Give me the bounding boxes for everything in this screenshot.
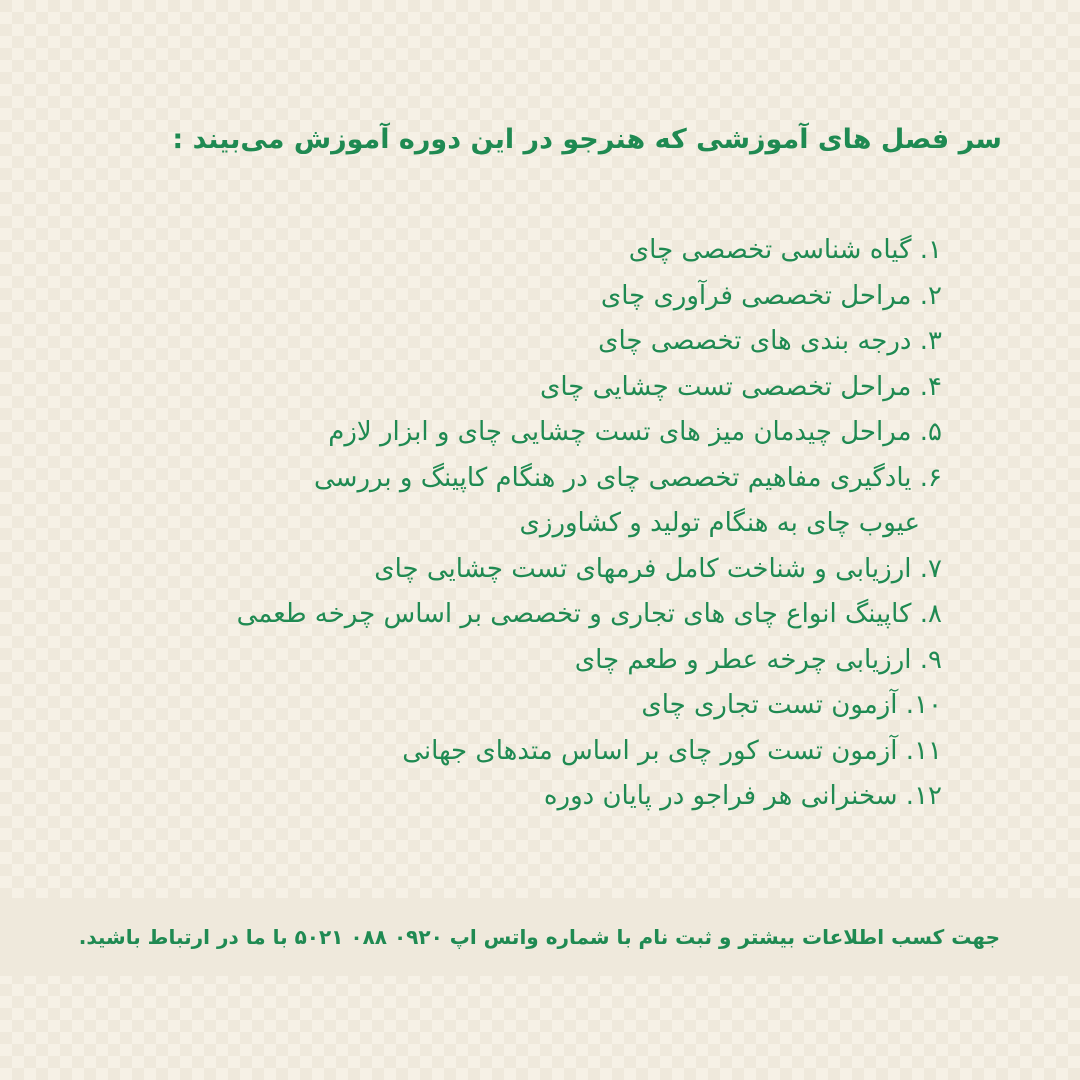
- list-item: [62, 274, 942, 320]
- item-number: ۳.: [919, 326, 942, 356]
- item-text: مراحل چیدمان میز های تست چشایی چای و ابزار لازم: [328, 417, 912, 447]
- item-number: ۵.: [919, 417, 942, 447]
- list-item: [62, 547, 942, 593]
- list-item: [62, 456, 942, 547]
- course-topics-list: [62, 228, 942, 820]
- item-text: مراحل تخصصی تست چشایی چای: [539, 371, 912, 402]
- item-number: ۹.: [919, 644, 942, 675]
- item-number: ۴.: [919, 371, 942, 402]
- list-item: [62, 729, 942, 775]
- item-number: ۱.: [919, 235, 942, 265]
- list-item: [62, 365, 942, 411]
- item-text: مراحل تخصصی فرآوری چای: [600, 280, 912, 311]
- list-item: [62, 638, 942, 684]
- item-number: ۱۲.: [905, 781, 942, 811]
- list-item: [62, 683, 942, 729]
- item-number: ۷.: [919, 553, 942, 584]
- item-text: یادگیری مفاهیم تخصصی چای در هنگام کاپینگ و بررسی: [314, 462, 912, 493]
- item-text: ارزیابی چرخه عطر و طعم چای: [574, 644, 912, 675]
- item-text: درجه بندی های تخصصی چای: [598, 326, 912, 356]
- page-title: سر فصل های آموزشی که هنرجو در این دوره آموزش می‌بیند :: [172, 124, 1002, 155]
- item-number: ۱۱.: [905, 735, 942, 766]
- item-text: کاپینگ انواع چای های تجاری و تخصصی بر اساس چرخه طعمی: [236, 599, 912, 629]
- item-text: آزمون تست کور چای بر اساس متدهای جهانی: [402, 735, 898, 766]
- item-text: ارزیابی و شناخت کامل فرمهای تست چشایی چای: [374, 553, 912, 584]
- list-item: [62, 228, 942, 274]
- item-number: ۱۰.: [905, 690, 942, 720]
- item-text: آزمون تست تجاری چای: [641, 690, 898, 720]
- item-number: ۶.: [919, 462, 942, 493]
- item-text: سخنرانی هر فراجو در پایان دوره: [543, 781, 898, 811]
- list-item: [62, 319, 942, 365]
- list-item: [62, 592, 942, 638]
- list-item: [62, 774, 942, 820]
- contact-info: جهت کسب اطلاعات بیشتر و ثبت نام با شماره واتس اپ ۰۹۲۰ ۰۸۸ ۵۰۲۱ با ما در ارتباط باشید.: [78, 925, 1000, 949]
- item-text: گیاه شناسی تخصصی چای: [628, 235, 912, 265]
- item-number: ۸.: [919, 599, 942, 629]
- item-number: ۲.: [919, 280, 942, 311]
- item-text-continued: عیوب چای به هنگام تولید و کشاورزی: [519, 508, 920, 538]
- list-item: [62, 410, 942, 456]
